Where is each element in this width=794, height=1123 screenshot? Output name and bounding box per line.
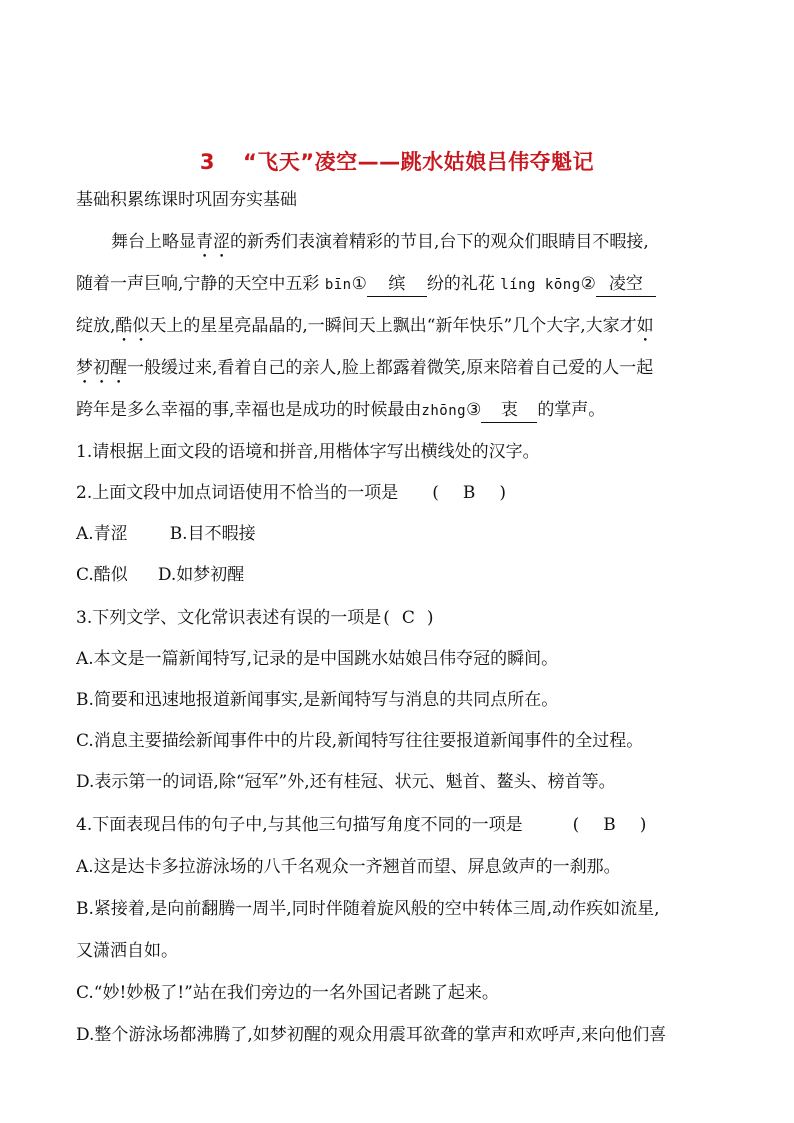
passage-line-1 bbox=[111, 230, 649, 262]
section-heading: 基础积累练课时巩固夯实基础 bbox=[76, 190, 297, 210]
question-2 bbox=[76, 481, 518, 505]
dotted-word-mengchuxing: 梦初醒 bbox=[76, 358, 127, 378]
option-c: C.酷似 bbox=[76, 565, 128, 585]
option-d: D.如梦初醒 bbox=[157, 565, 245, 585]
question-2-options-row-1 bbox=[76, 522, 256, 546]
passage-line-3 bbox=[76, 314, 654, 346]
dotted-word-qingse: 青涩 bbox=[196, 232, 230, 252]
passage-text: 纷的礼花 bbox=[426, 274, 501, 294]
answer-letter: B bbox=[603, 815, 616, 835]
passage-text: 绽放, bbox=[76, 316, 116, 336]
passage-line-4 bbox=[76, 356, 653, 388]
passage-line-2 bbox=[76, 272, 656, 297]
blank-2: 凌空 bbox=[596, 272, 656, 297]
paren: ) bbox=[426, 608, 434, 628]
question-4-text: 4.下面表现吕伟的句子中,与其他三句描写角度不同的一项是 bbox=[76, 815, 523, 835]
answer-letter: C bbox=[401, 608, 415, 628]
passage-text: 舞台上略显 bbox=[111, 232, 196, 252]
passage-text: 跨年是多么幸福的事,幸福也是成功的时候最由 bbox=[76, 400, 422, 420]
question-4-answer bbox=[561, 813, 659, 837]
pinyin-bin: bīn bbox=[324, 277, 352, 293]
question-4 bbox=[76, 813, 658, 837]
passage-line-5 bbox=[76, 398, 605, 423]
blank-marker-2: ② bbox=[580, 274, 596, 294]
blank-3: 衷 bbox=[481, 398, 537, 423]
dotted-word-kusi: 酷似 bbox=[115, 316, 150, 336]
passage-text: 随着一声巨响,宁静的天空中五彩 bbox=[76, 274, 325, 294]
question-3-option-d: D.表示第一的词语,除“冠军”外,还有桂冠、状元、魁首、鳌头、榜首等。 bbox=[76, 772, 616, 792]
question-2-answer bbox=[420, 481, 518, 505]
dotted-word-ru: 如 bbox=[636, 316, 654, 336]
lesson-title-text: “飞天”凌空——跳水姑娘吕伟夺魁记 bbox=[243, 150, 595, 174]
question-1: 1.请根据上面文段的语境和拼音,用楷体字写出横线处的汉字。 bbox=[76, 442, 540, 462]
paren: ( bbox=[432, 483, 439, 503]
question-2-options-row-2 bbox=[76, 563, 244, 587]
question-3-option-c: C.消息主要描绘新闻事件中的片段,新闻特写往往要报道新闻事件的全过程。 bbox=[76, 731, 644, 751]
question-4-option-b-line-1: B.紧接着,是向前翻腾一周半,同时伴随着旋风般的空中转体三周,动作疾如流星, bbox=[76, 899, 660, 919]
lesson-title bbox=[0, 146, 794, 176]
option-a: A.青涩 bbox=[76, 524, 128, 544]
question-3-text: 3.下列文学、文化常识表述有误的一项是 bbox=[76, 608, 382, 628]
paren: ( bbox=[572, 815, 580, 835]
question-3-option-b: B.简要和迅速地报道新闻事实,是新闻特写与消息的共同点所在。 bbox=[76, 690, 559, 710]
question-4-option-b-line-2: 又潇洒自如。 bbox=[76, 941, 178, 961]
passage-text: , bbox=[643, 232, 649, 252]
passage-text: 天上的星星亮晶晶的,一瞬间天上飘出“新年快乐”几个大字,大家才 bbox=[149, 316, 637, 336]
question-4-option-a: A.这是达卡多拉游泳场的八千名观众一齐翘首而望、屏息敛声的一刹那。 bbox=[76, 857, 621, 877]
question-3 bbox=[76, 606, 434, 630]
question-3-answer bbox=[383, 606, 433, 630]
question-3-option-a: A.本文是一篇新闻特写,记录的是中国跳水姑娘吕伟夺冠的瞬间。 bbox=[76, 649, 559, 669]
blank-1: 缤 bbox=[367, 272, 427, 297]
paren: ( bbox=[383, 608, 390, 628]
pinyin-lingkong: líng kōng bbox=[500, 277, 581, 293]
question-4-option-d: D.整个游泳场都沸腾了,如梦初醒的观众用震耳欲聋的掌声和欢呼声,来向他们喜 bbox=[76, 1025, 667, 1045]
passage-text: 的新秀们表演着精彩的节目,台下的观众们 bbox=[230, 232, 542, 252]
paren: ) bbox=[639, 815, 647, 835]
blank-marker-1: ① bbox=[351, 274, 367, 294]
answer-letter: B bbox=[462, 483, 476, 503]
dotted-word-mubuxiajie: 眼睛目不暇接 bbox=[541, 232, 644, 252]
lesson-number: 3 bbox=[199, 150, 215, 174]
blank-marker-3: ③ bbox=[466, 400, 482, 420]
option-b: B.目不暇接 bbox=[169, 524, 256, 544]
question-4-option-c: C.“妙!妙极了!”站在我们旁边的一名外国记者跳了起来。 bbox=[76, 983, 499, 1003]
paren: ) bbox=[499, 483, 507, 503]
passage-text: 一般缓过来,看着自己的亲人,脸上都露着微笑,原来陪着自己爱的人一起 bbox=[127, 358, 654, 378]
pinyin-zhong: zhōng bbox=[421, 403, 467, 419]
question-2-text: 2.上面文段中加点词语使用不恰当的一项是 bbox=[76, 483, 399, 503]
passage-text: 的掌声。 bbox=[537, 400, 606, 420]
